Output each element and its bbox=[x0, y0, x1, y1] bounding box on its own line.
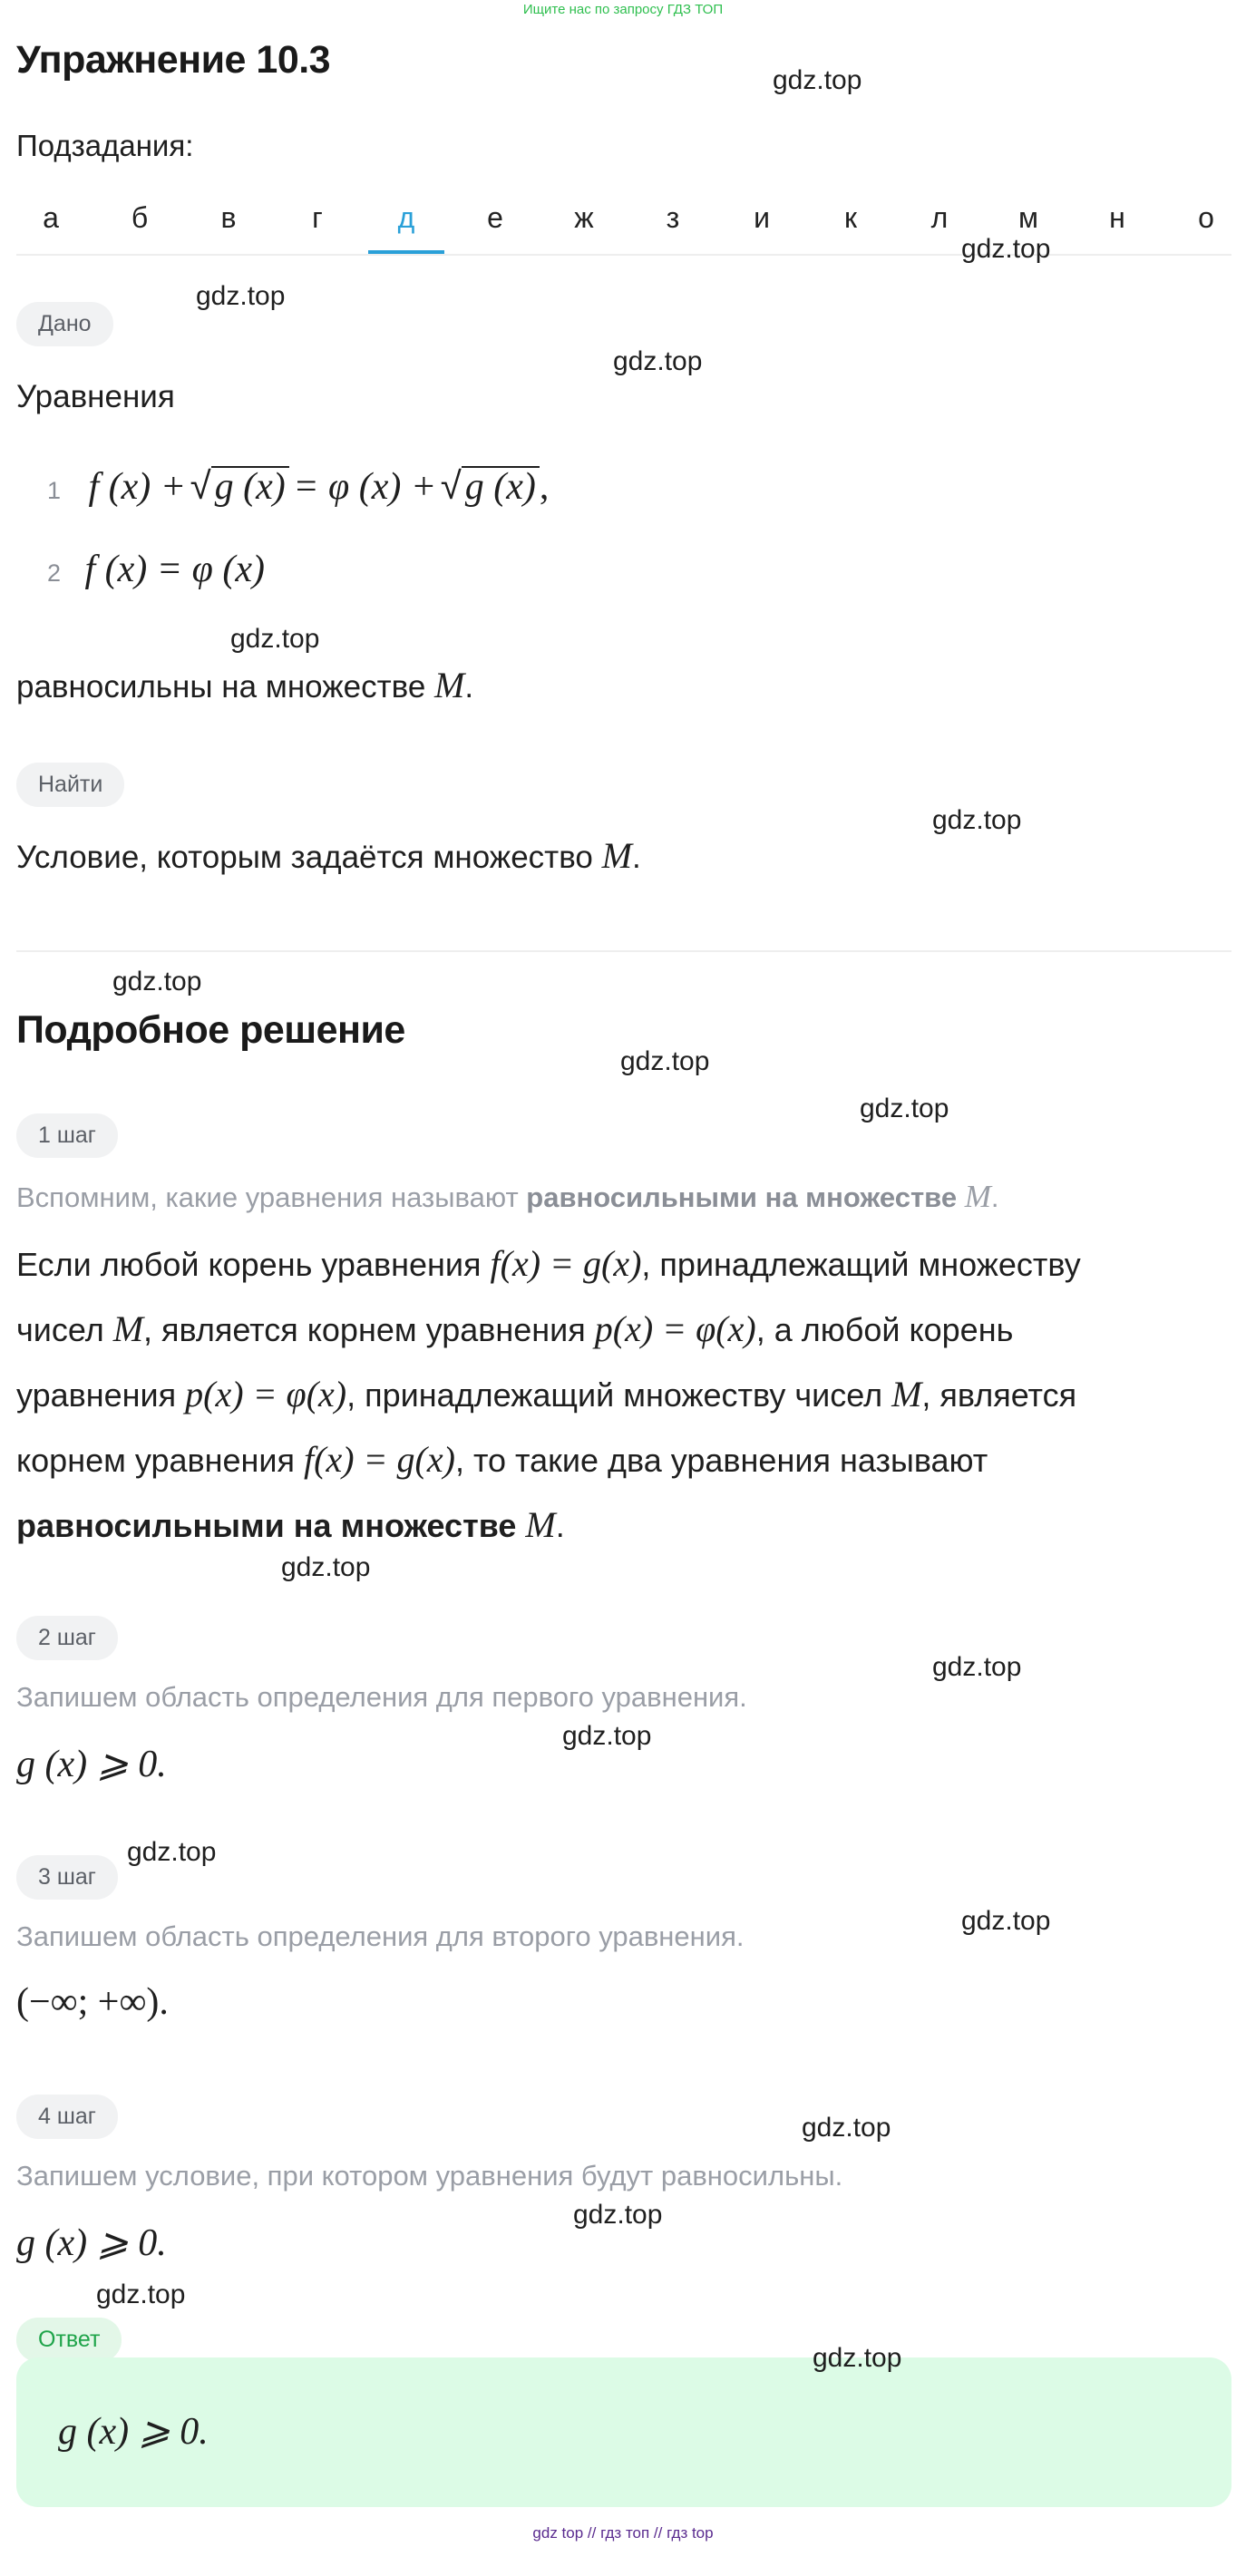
tab-n[interactable]: н bbox=[1109, 201, 1125, 234]
page-title: Упражнение 10.3 bbox=[16, 38, 331, 82]
answer-badge: Ответ bbox=[16, 2318, 122, 2362]
watermark: gdz.top bbox=[96, 2280, 186, 2309]
watermark: gdz.top bbox=[620, 1046, 710, 1076]
watermark: gdz.top bbox=[802, 2113, 891, 2143]
equation-1: 1 f (x) + √g (x) = φ (x) + √g (x), bbox=[47, 464, 550, 508]
top-search-note: Ищите нас по запросу ГДЗ ТОП bbox=[522, 2, 724, 17]
tab-e[interactable]: е bbox=[487, 201, 503, 234]
watermark: gdz.top bbox=[932, 1652, 1022, 1682]
tab-o[interactable]: о bbox=[1198, 201, 1214, 234]
find-text-label: Условие, которым задаётся множество bbox=[16, 840, 593, 875]
step-2-hint: Запишем область определения для первого уравнения. bbox=[16, 1681, 747, 1713]
tab-l[interactable]: л bbox=[930, 201, 949, 234]
answer-math: g (x) ⩾ 0. bbox=[58, 2411, 209, 2453]
given-tail-end: . bbox=[464, 669, 474, 705]
tab-z[interactable]: з bbox=[666, 201, 680, 234]
step-1-hint-math: M bbox=[964, 1179, 991, 1214]
watermark: gdz.top bbox=[281, 1552, 371, 1582]
s1-l5-bold: равносильными на множестве bbox=[16, 1507, 517, 1544]
s1-l5-end: . bbox=[555, 1507, 565, 1544]
step-1-hint-text: Вспомним, какие уравнения называют bbox=[16, 1181, 519, 1213]
s1-l4-a: корнем уравнения bbox=[16, 1442, 296, 1479]
step-3-math: (−∞; +∞). bbox=[16, 1981, 169, 2023]
s1-l3-math1: p(x) = φ(x) bbox=[185, 1374, 347, 1414]
s1-l2-math2: p(x) = φ(x) bbox=[594, 1308, 756, 1349]
step-4-math: g (x) ⩾ 0. bbox=[16, 2222, 167, 2264]
find-text bbox=[16, 834, 641, 877]
tab-v[interactable]: в bbox=[220, 201, 237, 234]
s1-l1-math: f(x) = g(x) bbox=[490, 1243, 642, 1284]
s1-l1-b: , принадлежащий множеству bbox=[641, 1246, 1081, 1283]
active-tab-indicator bbox=[368, 250, 444, 254]
eq1-sqrt2: g (x) bbox=[462, 466, 540, 506]
s1-l2-math1: M bbox=[112, 1308, 144, 1349]
watermark: gdz.top bbox=[813, 2343, 902, 2373]
tab-a[interactable]: а bbox=[43, 201, 59, 234]
watermark: gdz.top bbox=[961, 1906, 1051, 1936]
watermark: gdz.top bbox=[230, 624, 320, 654]
s1-l4-b: , то такие два уравнения называют bbox=[454, 1442, 988, 1479]
s1-l2-b: , является корнем уравнения bbox=[143, 1311, 586, 1348]
tab-i[interactable]: и bbox=[754, 201, 770, 234]
given-badge: Дано bbox=[16, 302, 113, 346]
equation-1-number: 1 bbox=[47, 477, 62, 504]
step-3-hint: Запишем область определения для второго уравнения. bbox=[16, 1920, 745, 1952]
watermark: gdz.top bbox=[573, 2200, 663, 2230]
watermark: gdz.top bbox=[562, 1721, 652, 1751]
step-2-badge: 2 шаг bbox=[16, 1616, 118, 1660]
eq2-expression: f (x) = φ (x) bbox=[84, 549, 265, 590]
find-math: M bbox=[601, 835, 632, 876]
step-1-explanation bbox=[16, 1231, 1186, 1558]
s1-l2-c: , а любой корень bbox=[755, 1311, 1014, 1348]
s1-l3-a: уравнения bbox=[16, 1376, 177, 1414]
equation-2 bbox=[47, 548, 265, 591]
eq1-part2: = φ (x) + bbox=[293, 466, 437, 508]
given-heading: Уравнения bbox=[16, 379, 175, 414]
watermark: gdz.top bbox=[961, 234, 1051, 264]
tab-d[interactable]: д bbox=[397, 201, 415, 234]
step-4-hint: Запишем условие, при котором уравнения будут равносильны. bbox=[16, 2160, 843, 2192]
tab-zh[interactable]: ж bbox=[574, 201, 594, 234]
watermark: gdz.top bbox=[860, 1094, 949, 1123]
solution-title: Подробное решение bbox=[16, 1008, 405, 1052]
watermark: gdz.top bbox=[613, 346, 703, 376]
answer-box bbox=[16, 2357, 1231, 2507]
s1-l3-c: , является bbox=[921, 1376, 1077, 1414]
subtasks-label: Подзадания: bbox=[16, 129, 194, 162]
given-tail-text: равносильны на множестве bbox=[16, 669, 426, 705]
step-4-badge: 4 шаг bbox=[16, 2095, 118, 2139]
given-tail bbox=[16, 664, 473, 706]
eq1-comma: , bbox=[539, 466, 550, 508]
step-1-hint bbox=[16, 1179, 998, 1215]
s1-l3-b: , принадлежащий множеству чисел bbox=[346, 1376, 883, 1414]
given-tail-math: M bbox=[434, 665, 465, 705]
section-divider bbox=[16, 950, 1231, 952]
watermark: gdz.top bbox=[932, 805, 1022, 835]
find-end: . bbox=[631, 840, 641, 875]
tab-g[interactable]: г bbox=[312, 201, 323, 234]
step-1-hint-end: . bbox=[990, 1181, 999, 1213]
s1-l5-math: M bbox=[525, 1504, 556, 1545]
s1-l2-a: чисел bbox=[16, 1311, 104, 1348]
step-1-hint-bold: равносильными на множестве bbox=[526, 1181, 958, 1213]
s1-l1-a: Если любой корень уравнения bbox=[16, 1246, 482, 1283]
watermark: gdz.top bbox=[112, 967, 202, 996]
step-3-badge: 3 шаг bbox=[16, 1855, 118, 1900]
tab-k[interactable]: к bbox=[844, 201, 857, 234]
step-2-math: g (x) ⩾ 0. bbox=[16, 1744, 167, 1785]
equation-2-number: 2 bbox=[47, 559, 62, 587]
s1-l3-math2: M bbox=[891, 1374, 922, 1414]
watermark: gdz.top bbox=[196, 281, 286, 311]
watermark: gdz.top bbox=[773, 65, 862, 95]
step-1-badge: 1 шаг bbox=[16, 1113, 118, 1158]
eq1-sqrt1: g (x) bbox=[211, 466, 289, 506]
footer-links[interactable]: gdz top // гдз топ // гдз top bbox=[532, 2524, 714, 2542]
s1-l4-math: f(x) = g(x) bbox=[304, 1439, 455, 1480]
find-badge: Найти bbox=[16, 763, 124, 807]
tab-m[interactable]: м bbox=[1018, 201, 1038, 234]
watermark: gdz.top bbox=[127, 1837, 217, 1867]
eq1-part1: f (x) + bbox=[88, 466, 187, 508]
tab-b[interactable]: б bbox=[131, 201, 149, 234]
